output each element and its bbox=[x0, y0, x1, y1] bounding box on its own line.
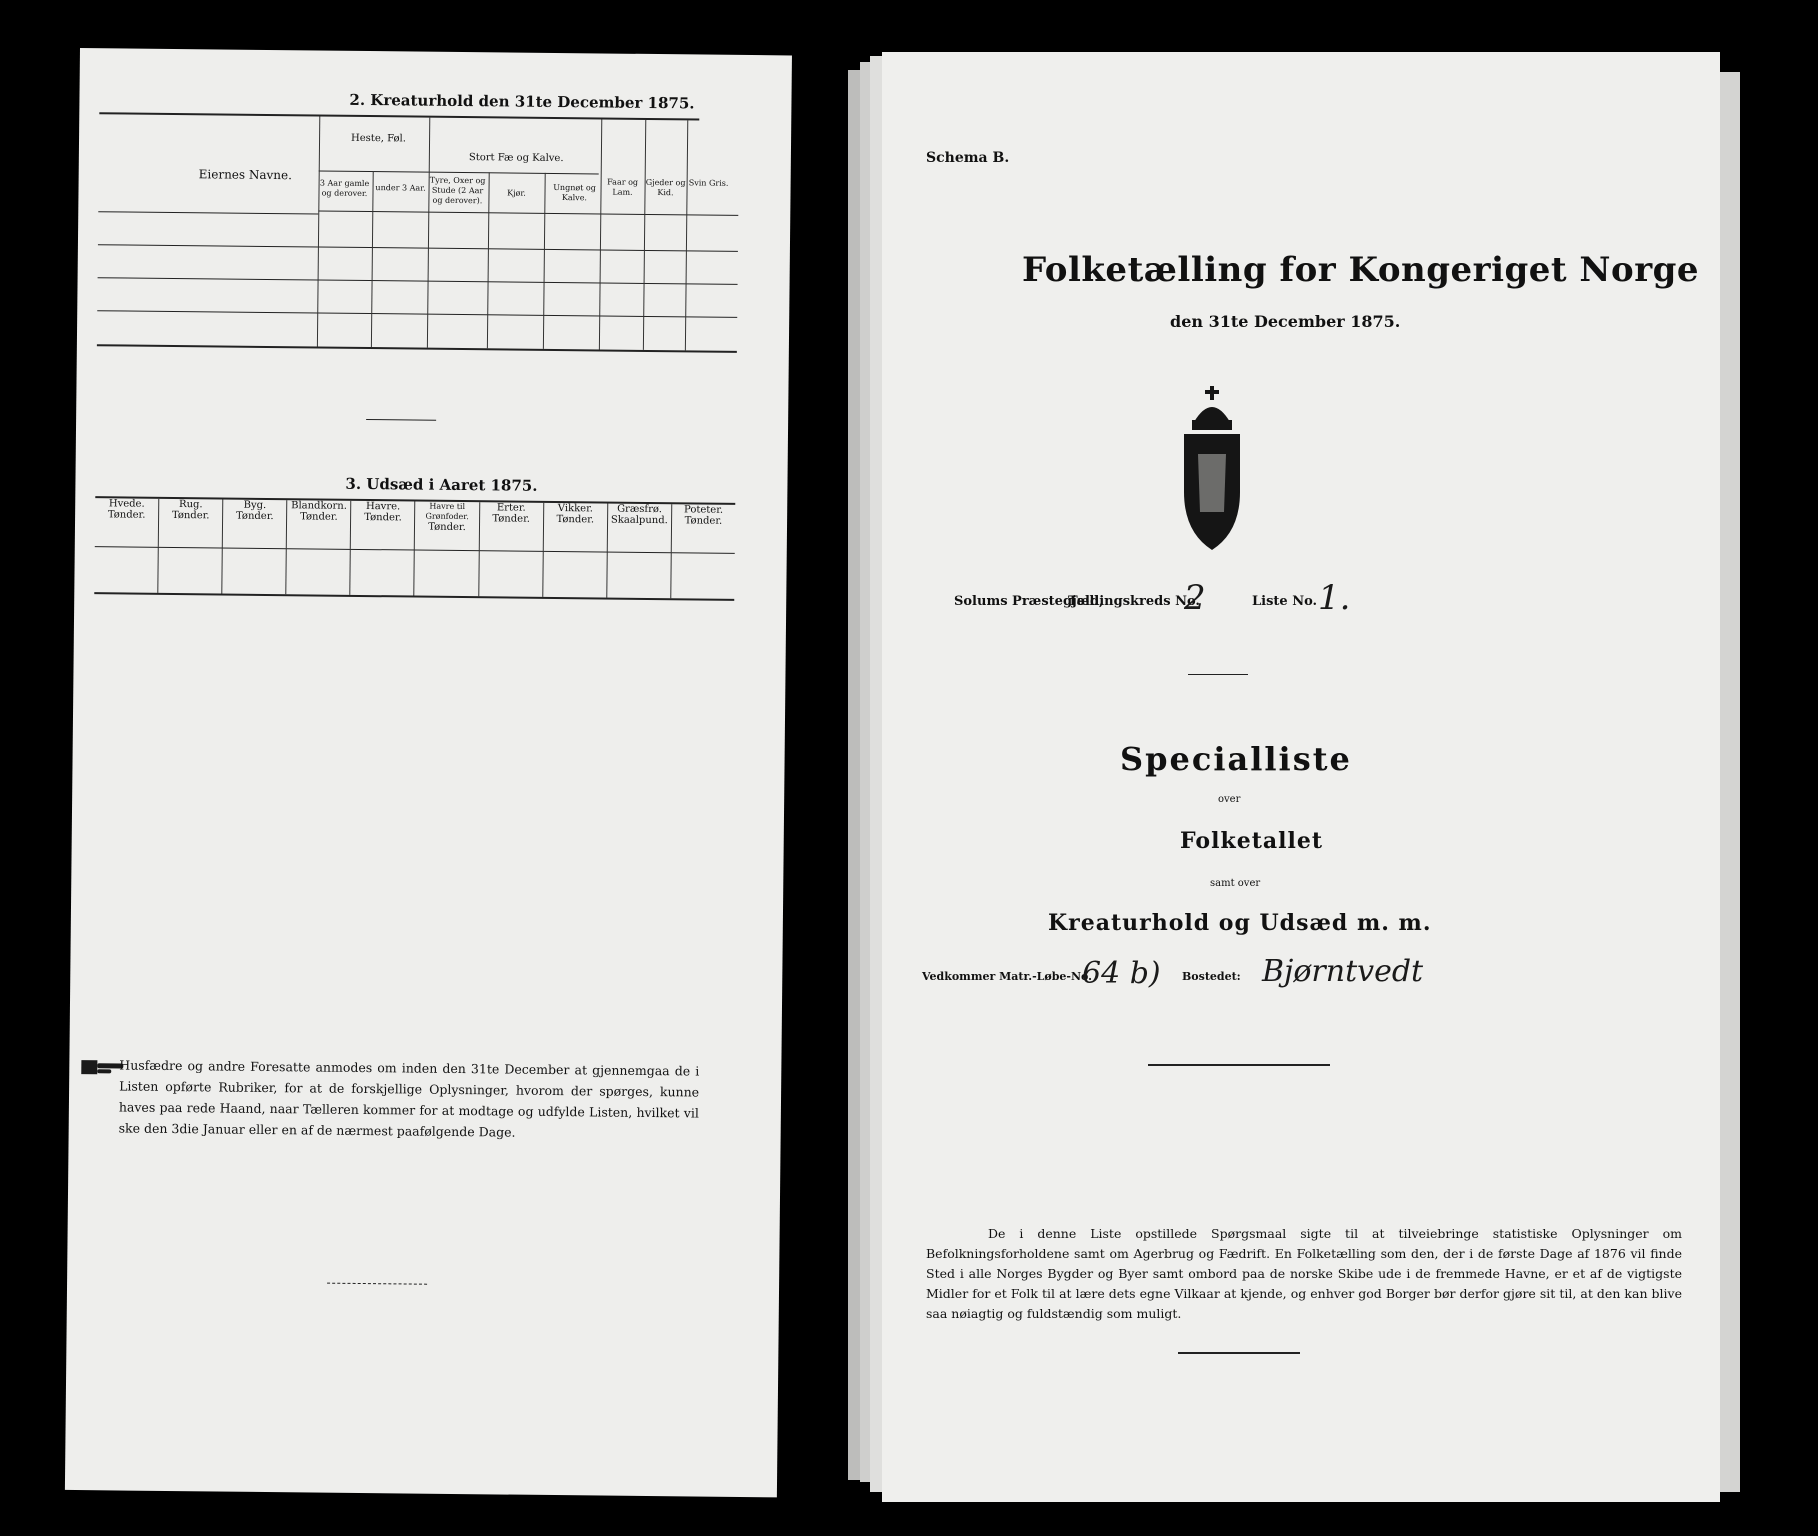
crop-col bbox=[608, 504, 673, 553]
crop-cell bbox=[351, 549, 416, 596]
divider bbox=[327, 1283, 427, 1285]
crop-col bbox=[95, 498, 160, 547]
crop-unit: Tønder. bbox=[171, 509, 210, 522]
divider bbox=[1188, 674, 1248, 675]
crop-unit: Tønder. bbox=[107, 509, 146, 521]
schema-label: Schema B. bbox=[926, 150, 1010, 166]
crop-unit: Tønder. bbox=[300, 511, 338, 523]
bosted-value: Bjørntvedt bbox=[1262, 954, 1424, 989]
col-owners: Eiernes Navne. bbox=[198, 167, 293, 183]
crop-unit: Tønder. bbox=[492, 513, 531, 525]
divider bbox=[99, 112, 699, 120]
grid-line bbox=[371, 171, 374, 347]
crop-col bbox=[287, 500, 352, 549]
coat-of-arms-icon bbox=[1172, 372, 1252, 562]
col-cattle: Stort Fæ og Kalve. bbox=[468, 152, 564, 165]
crop-unit: Tønder. bbox=[684, 515, 723, 527]
grid-line bbox=[543, 173, 546, 349]
parish-label: Solums Præstegjeld, bbox=[954, 594, 1104, 609]
crop-col bbox=[223, 500, 288, 549]
crop-name: Vikker. bbox=[557, 503, 594, 515]
kreatur-heading: Kreaturhold og Udsæd m. m. bbox=[1048, 910, 1432, 936]
date-line: den 31te December 1875. bbox=[1170, 312, 1401, 331]
matr-value: 64 b) bbox=[1082, 956, 1161, 991]
list-label: Liste No. bbox=[1252, 594, 1318, 609]
crop-cell bbox=[479, 550, 544, 597]
district-value: 2 bbox=[1184, 578, 1206, 618]
col-horses-young: under 3 Aar. bbox=[375, 183, 426, 193]
crop-name: Havre til Grønfoder. bbox=[425, 501, 469, 522]
crop-cell bbox=[415, 550, 480, 597]
grid-line bbox=[97, 310, 737, 318]
special-heading: Specialliste bbox=[1120, 740, 1352, 778]
list-value: 1. bbox=[1318, 578, 1351, 618]
col-horses: Heste, Føl. bbox=[351, 132, 406, 145]
crop-name: Rug. bbox=[179, 499, 203, 511]
crop-name: Byg. bbox=[243, 499, 267, 511]
col-cows: Kjør. bbox=[507, 188, 526, 198]
grid-line bbox=[429, 172, 599, 175]
crop-cell bbox=[671, 552, 735, 599]
col-bulls: Tyre, Oxer og Stude (2 Aar og derover). bbox=[429, 175, 486, 206]
crop-cell bbox=[287, 548, 352, 595]
crop-name: Havre. bbox=[365, 501, 401, 513]
crop-name: Erter. bbox=[496, 502, 526, 514]
crop-name: Poteter. bbox=[683, 504, 724, 516]
crop-cell bbox=[94, 546, 159, 593]
grid-line bbox=[98, 244, 738, 252]
grid-line bbox=[97, 344, 737, 353]
right-page bbox=[882, 52, 1720, 1502]
crops-header-row bbox=[95, 498, 735, 553]
left-page bbox=[65, 48, 792, 1497]
crop-col bbox=[415, 502, 480, 551]
grid-line bbox=[98, 211, 318, 214]
col-horses-old: 3 Aar gamle og derover. bbox=[319, 178, 370, 199]
grid-line bbox=[98, 277, 738, 285]
crop-unit: Tønder. bbox=[428, 521, 466, 534]
col-pigs: Svin Gris. bbox=[688, 178, 729, 188]
crop-unit: Tønder. bbox=[236, 510, 274, 523]
crops-data-row bbox=[94, 546, 734, 599]
crop-name: Blandkorn. bbox=[291, 500, 348, 512]
notice-text: Husfædre og andre Foresatte anmodes om inden den 31te December at gjennemgaa de i Listen opførte Rubriker, for at de forskjellige Oplysninger, hvorom der spørges, kunne haves paa rede Haand, naar Tælleren kommer for at modtage og udfylde Listen, hvilket vil ske den 3die Januar eller en af de nærmest paafølgende Dage. bbox=[118, 1057, 700, 1140]
section3-title: 3. Udsæd i Aaret 1875. bbox=[345, 474, 538, 495]
crop-unit: Tønder. bbox=[364, 512, 402, 524]
main-title: Folketælling for Kongeriget Norge bbox=[1022, 250, 1700, 290]
crop-cell bbox=[158, 547, 223, 594]
crop-col bbox=[479, 502, 544, 551]
footer-paragraph: De i denne Liste opstillede Spørgsmaal sigte til at tilveiebringe statistiske Oplysninger om Befolkningsforholdene samt om Agerbrug og Fædrift. En Folketælling som den, der i de første Dage af 1876 vil finde Sted i alle Norges Bygder og Byer samt ombord paa de norske Skibe ude i de fremmede Havne, er et af de vigtigste Midler for et Folk til at lære dets egne Vilkaar at kjende, og enhver god Borger bør derfor gjøre sit til, at den kan blive saa nøiagtig og fuldstændig som muligt. bbox=[926, 1226, 1682, 1321]
col-young-cattle: Ungnøt og Kalve. bbox=[553, 182, 596, 203]
crop-cell bbox=[543, 551, 608, 598]
crop-col bbox=[672, 504, 736, 553]
folketallet-heading: Folketallet bbox=[1180, 828, 1323, 854]
divider bbox=[1178, 1352, 1300, 1354]
crop-name: Hvede. bbox=[108, 498, 145, 510]
samt-over-text: samt over bbox=[1210, 878, 1261, 889]
divider bbox=[366, 419, 436, 421]
crop-col bbox=[159, 499, 224, 548]
crop-col bbox=[351, 501, 416, 550]
grid-line bbox=[318, 211, 738, 216]
crop-name: Græsfrø. bbox=[617, 503, 662, 516]
crop-cell bbox=[607, 552, 672, 599]
divider bbox=[1148, 1064, 1330, 1066]
district-label: Tællingskreds No. bbox=[1068, 594, 1200, 609]
over-text: over bbox=[1218, 794, 1241, 805]
matr-label: Vedkommer Matr.-Løbe-No. bbox=[922, 970, 1092, 983]
col-goats: Gjeder og Kid. bbox=[645, 177, 686, 198]
grid-line bbox=[487, 172, 490, 348]
col-sheep: Faar og Lam. bbox=[607, 177, 639, 197]
crop-unit: Skaalpund. bbox=[610, 514, 668, 527]
crop-unit: Tønder. bbox=[556, 514, 595, 526]
crop-col bbox=[543, 503, 608, 552]
bosted-label: Bostedet: bbox=[1182, 970, 1241, 983]
crop-cell bbox=[222, 548, 287, 595]
section2-title: 2. Kreaturhold den 31te December 1875. bbox=[349, 90, 695, 113]
